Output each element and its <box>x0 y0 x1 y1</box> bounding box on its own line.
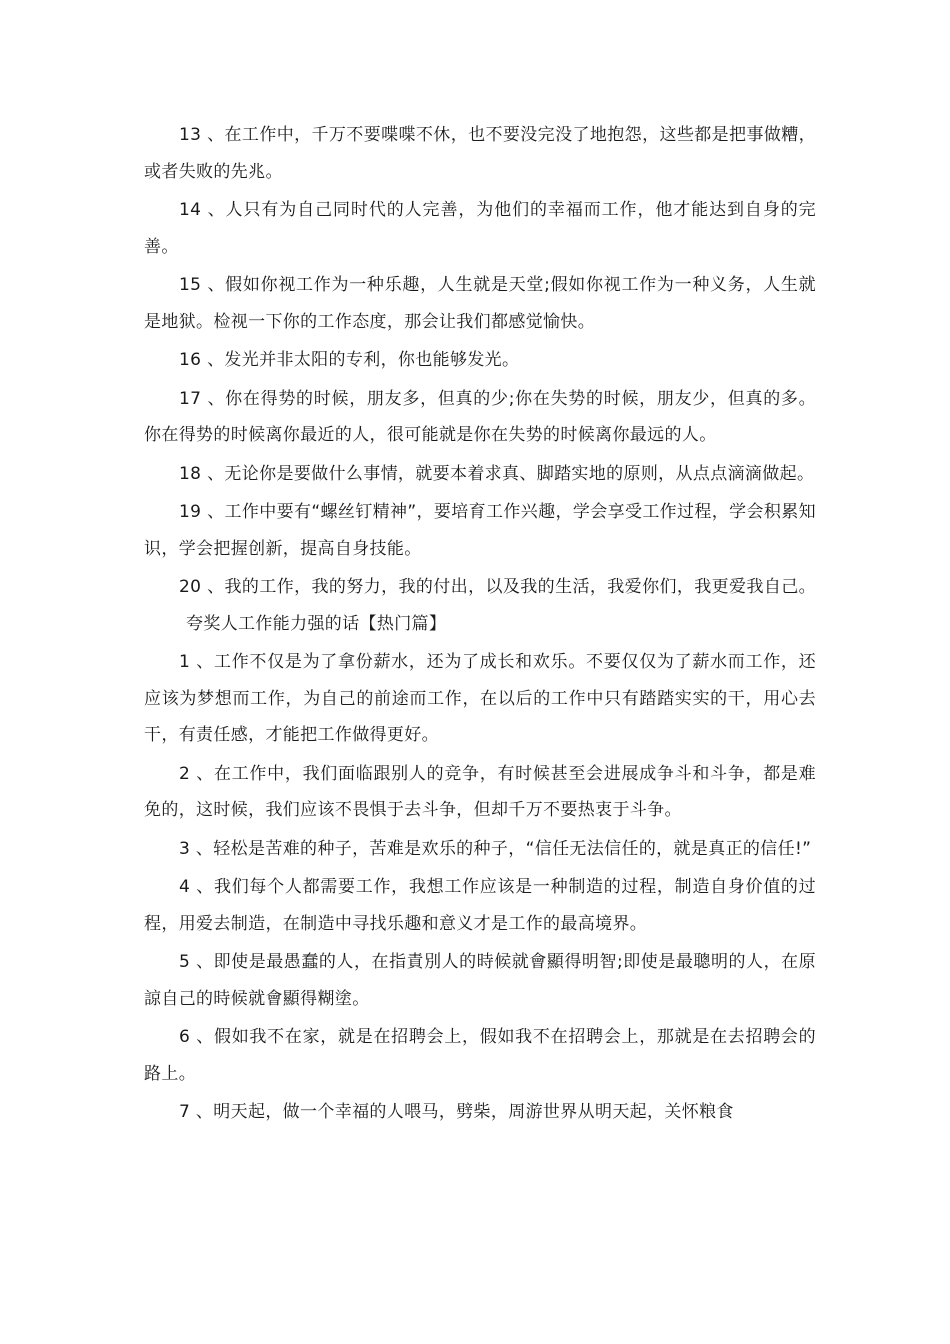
section-heading: 夸奖人工作能力强的话【热门篇】 <box>186 613 447 634</box>
paragraph-19: 19 、工作中要有“螺丝钉精神”，要培育工作兴趣，学会享受工作过程，学会积累知识，学会把握创新，提高自身技能。 <box>144 502 816 559</box>
paragraph-13: 13 、在工作中，千万不要喋喋不休，也不要没完没了地抱怨，这些都是把事做糟，或者失败的先兆。 <box>144 125 816 182</box>
paragraph-15: 15 、假如你视工作为一种乐趣，人生就是天堂;假如你视工作为一种义务，人生就是地狱。检视一下你的工作态度，那会让我们都感觉愉快。 <box>144 275 816 332</box>
paragraph-18: 18 、无论你是要做什么事情，就要本着求真、脚踏实地的原则，从点点滴滴做起。 <box>179 463 815 484</box>
hot-item-1: 1 、工作不仅是为了拿份薪水，还为了成长和欢乐。不要仅仅为了薪水而工作，还应该为梦想而工作，为自己的前途而工作，在以后的工作中只有踏踏实实的干，用心去干，有责任感，才能把工作做得更好。 <box>144 652 816 745</box>
paragraph-20 <box>144 569 816 642</box>
hot-item-2: 2 、在工作中，我们面临跟别人的竞争，有时候甚至会进展成争斗和斗争，都是难免的，这时候，我们应该不畏惧于去斗争，但却千万不要热衷于斗争。 <box>144 763 816 820</box>
document-body <box>144 117 816 1133</box>
paragraph-20-text: 20 、我的工作，我的努力，我的付出，以及我的生活，我爱你们，我更爱我自己。 <box>179 577 816 597</box>
hot-item-5: 5 、即使是最愚蠢的人，在指責別人的時候就會顯得明智;即使是最聰明的人，在原諒自己的時候就會顯得糊塗。 <box>144 952 816 1009</box>
paragraph-14: 14 、人只有为自己同时代的人完善，为他们的幸福而工作，他才能达到自身的完善。 <box>144 200 816 257</box>
hot-item-3: 3 、轻松是苦难的种子，苦难是欢乐的种子，“信任无法信任的，就是真正的信任!” <box>179 838 812 859</box>
hot-item-4: 4 、我们每个人都需要工作，我想工作应该是一种制造的过程，制造自身价值的过程，用爱去制造，在制造中寻找乐趣和意义才是工作的最高境界。 <box>144 877 816 934</box>
hot-item-6: 6 、假如我不在家，就是在招聘会上，假如我不在招聘会上，那就是在去招聘会的路上。 <box>144 1027 816 1084</box>
paragraph-17: 17 、你在得势的时候，朋友多，但真的少;你在失势的时候，朋友少，但真的多。你在得势的时候离你最近的人，很可能就是你在失势的时候离你最远的人。 <box>144 388 816 445</box>
paragraph-16: 16 、发光并非太阳的专利，你也能够发光。 <box>179 350 520 370</box>
hot-item-7: 7 、明天起，做一个幸福的人喂马，劈柴，周游世界从明天起，关怀粮食 <box>179 1102 734 1122</box>
